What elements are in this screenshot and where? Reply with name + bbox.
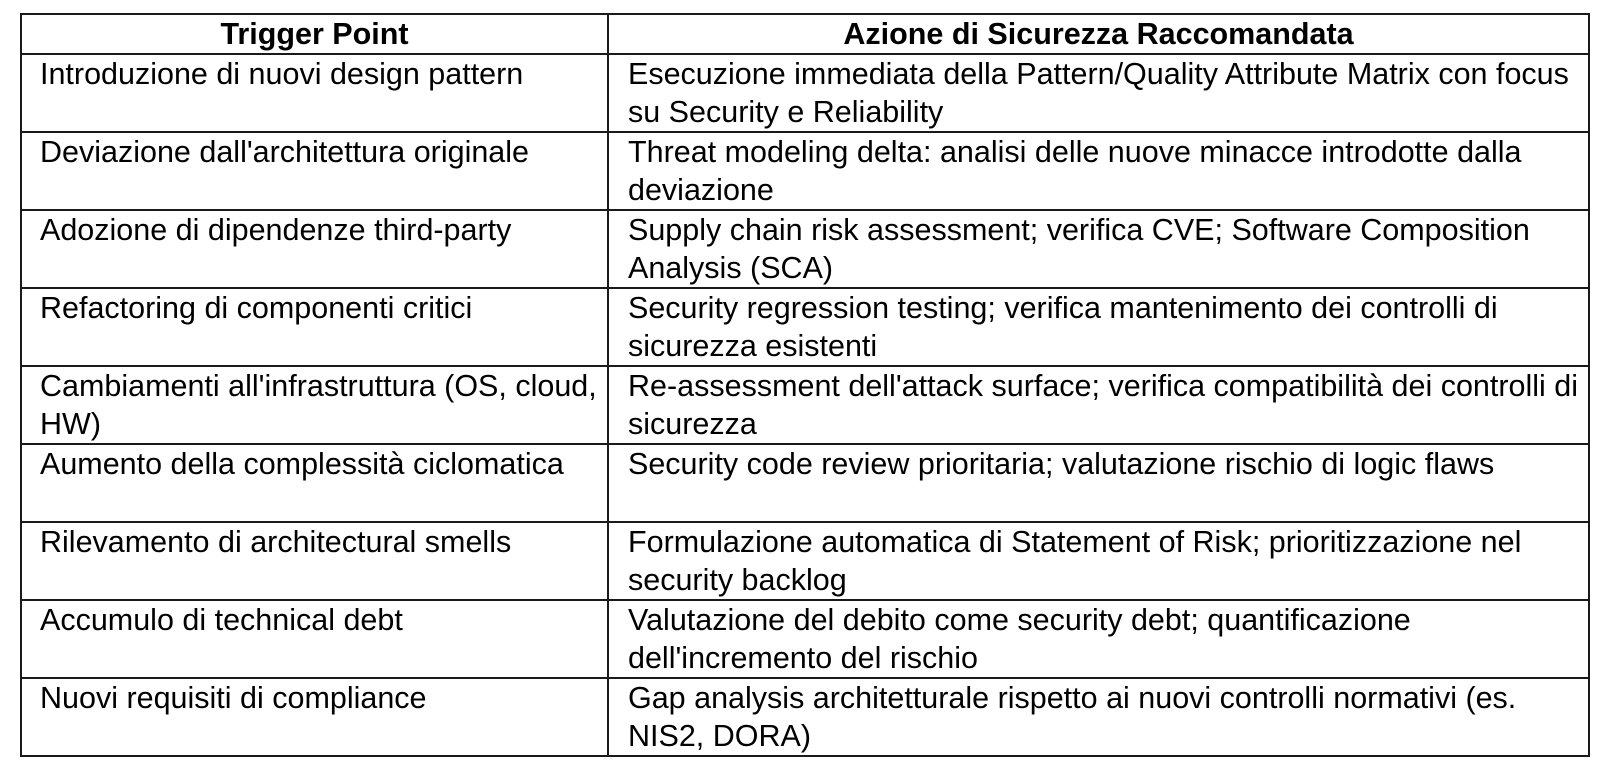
table-row — [21, 600, 1589, 678]
trigger-cell: Deviazione dall'architettura originale — [21, 132, 608, 210]
table-row — [21, 288, 1589, 366]
trigger-cell: Nuovi requisiti di compliance — [21, 678, 608, 756]
table-row — [21, 678, 1589, 756]
table-row — [21, 210, 1589, 288]
action-cell: Supply chain risk assessment; verifica CVE; Software Composition Analysis (SCA) — [608, 210, 1589, 288]
trigger-cell: Adozione di dipendenze third-party — [21, 210, 608, 288]
action-cell: Valutazione del debito come security debt; quantificazione dell'incremento del rischio — [608, 600, 1589, 678]
header-trigger-point: Trigger Point — [21, 14, 608, 54]
table-row — [21, 444, 1589, 522]
header-row — [21, 14, 1589, 54]
action-cell: Security code review prioritaria; valutazione rischio di logic flaws — [608, 444, 1589, 522]
table-row — [21, 522, 1589, 600]
trigger-cell: Aumento della complessità ciclomatica — [21, 444, 608, 522]
action-cell: Threat modeling delta: analisi delle nuove minacce introdotte dalla deviazione — [608, 132, 1589, 210]
trigger-cell: Introduzione di nuovi design pattern — [21, 54, 608, 132]
action-cell: Re-assessment dell'attack surface; verifica compatibilità dei controlli di sicurezza — [608, 366, 1589, 444]
table-header — [21, 14, 1589, 54]
trigger-cell: Refactoring di componenti critici — [21, 288, 608, 366]
trigger-cell: Rilevamento di architectural smells — [21, 522, 608, 600]
table-row — [21, 54, 1589, 132]
action-cell: Formulazione automatica di Statement of Risk; prioritizzazione nel security backlog — [608, 522, 1589, 600]
table-row — [21, 366, 1589, 444]
trigger-cell: Cambiamenti all'infrastruttura (OS, cloud, HW) — [21, 366, 608, 444]
action-cell: Security regression testing; verifica mantenimento dei controlli di sicurezza esistenti — [608, 288, 1589, 366]
table-body — [21, 54, 1589, 756]
trigger-cell: Accumulo di technical debt — [21, 600, 608, 678]
action-cell: Gap analysis architetturale rispetto ai nuovi controlli normativi (es. NIS2, DORA) — [608, 678, 1589, 756]
action-cell: Esecuzione immediata della Pattern/Quality Attribute Matrix con focus su Security e Reliability — [608, 54, 1589, 132]
header-recommended-action: Azione di Sicurezza Raccomandata — [608, 14, 1589, 54]
table-row — [21, 132, 1589, 210]
security-trigger-table — [20, 13, 1590, 757]
